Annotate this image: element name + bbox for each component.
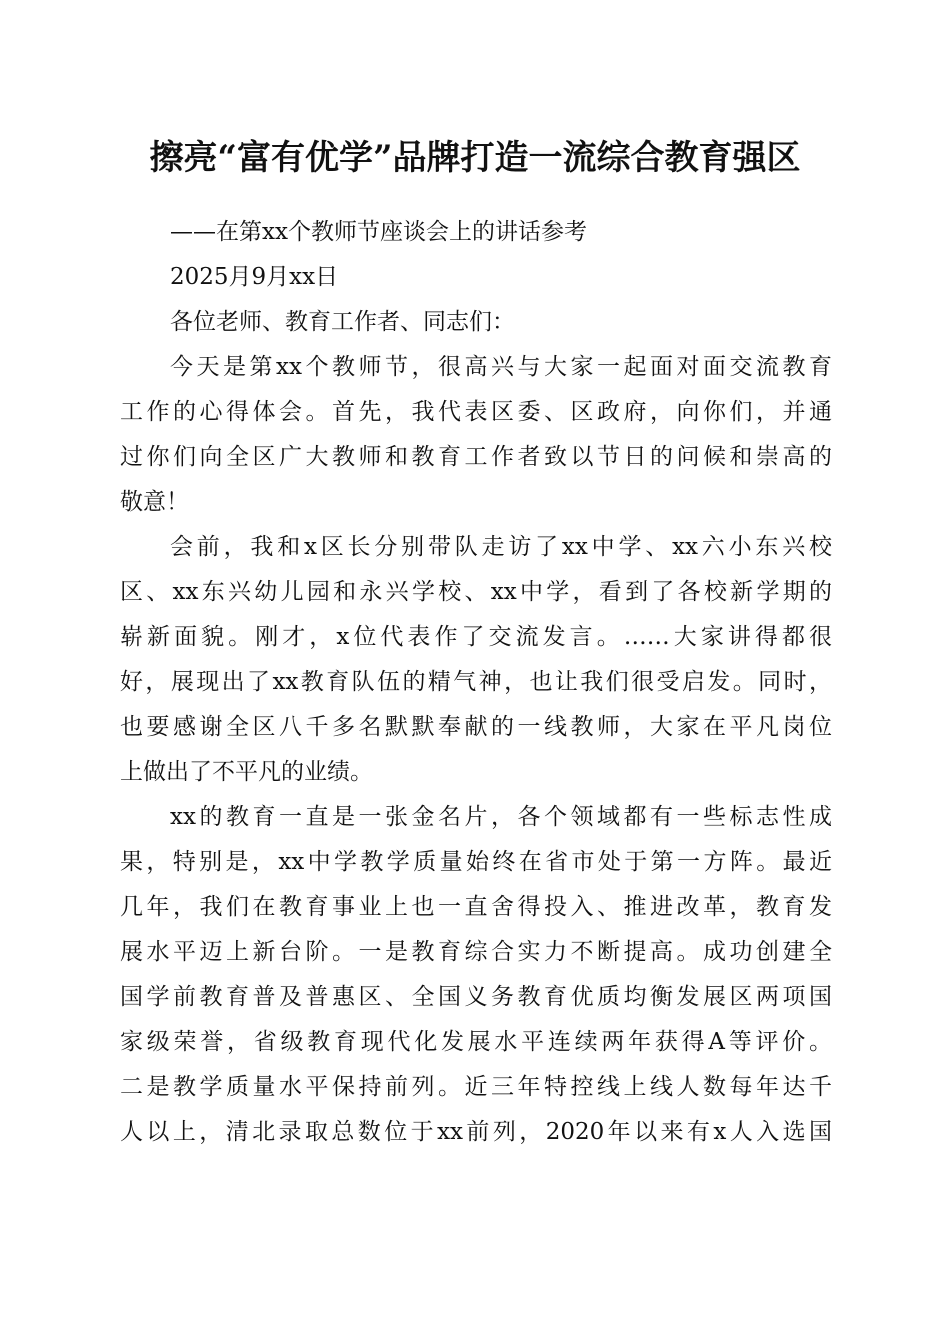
paragraph-line: 几年，我们在教育事业上也一直舍得投入、推进改革，教育发 — [120, 894, 832, 920]
paragraph-line: 崭新面貌。刚才，x位代表作了交流发言。……大家讲得都很 — [120, 624, 832, 650]
document-body — [120, 210, 832, 1155]
paragraph-line: 上做出了不平凡的业绩。 — [120, 759, 373, 785]
paragraph-2 — [120, 525, 832, 795]
paragraph-line: 会前，我和x区长分别带队走访了xx中学、xx六小东兴校 — [170, 534, 832, 560]
paragraph-line: 敬意！ — [120, 489, 189, 515]
paragraph-line: 也要感谢全区八千多名默默奉献的一线教师，大家在平凡岗位 — [120, 714, 832, 740]
paragraph-line: 国学前教育普及普惠区、全国义务教育优质均衡发展区两项国 — [120, 984, 832, 1010]
document-date: 2025月9月xx日 — [170, 264, 339, 290]
paragraph-line: 过你们向全区广大教师和教育工作者致以节日的问候和崇高的 — [120, 444, 832, 470]
paragraph-line: 展水平迈上新台阶。一是教育综合实力不断提高。成功创建全 — [120, 939, 832, 965]
paragraph-1 — [120, 345, 832, 525]
paragraph-line: 二是教学质量水平保持前列。近三年特控线上线人数每年达千 — [120, 1074, 832, 1100]
paragraph-line: 工作的心得体会。首先，我代表区委、区政府，向你们，并通 — [120, 399, 832, 425]
paragraph-line: 人以上，清北录取总数位于xx前列，2020年以来有x人入选国 — [120, 1119, 832, 1145]
paragraph-line: 区、xx东兴幼儿园和永兴学校、xx中学，看到了各校新学期的 — [120, 579, 832, 605]
paragraph-3 — [120, 795, 832, 1155]
paragraph-line: 好，展现出了xx教育队伍的精气神，也让我们很受启发。同时， — [120, 669, 832, 695]
paragraph-line: 家级荣誉，省级教育现代化发展水平连续两年获得A等评价。 — [120, 1029, 832, 1055]
paragraph-line: 果，特别是，xx中学教学质量始终在省市处于第一方阵。最近 — [120, 849, 832, 875]
salutation: 各位老师、教育工作者、同志们： — [170, 309, 515, 335]
paragraph-line: xx的教育一直是一张金名片，各个领域都有一些标志性成 — [170, 804, 832, 830]
document-title: 擦亮“富有优学”品牌打造一流综合教育强区 — [149, 138, 801, 178]
document-subtitle: ——在第xx个教师节座谈会上的讲话参考 — [170, 219, 587, 245]
paragraph-line: 今天是第xx个教师节，很高兴与大家一起面对面交流教育 — [170, 354, 832, 380]
